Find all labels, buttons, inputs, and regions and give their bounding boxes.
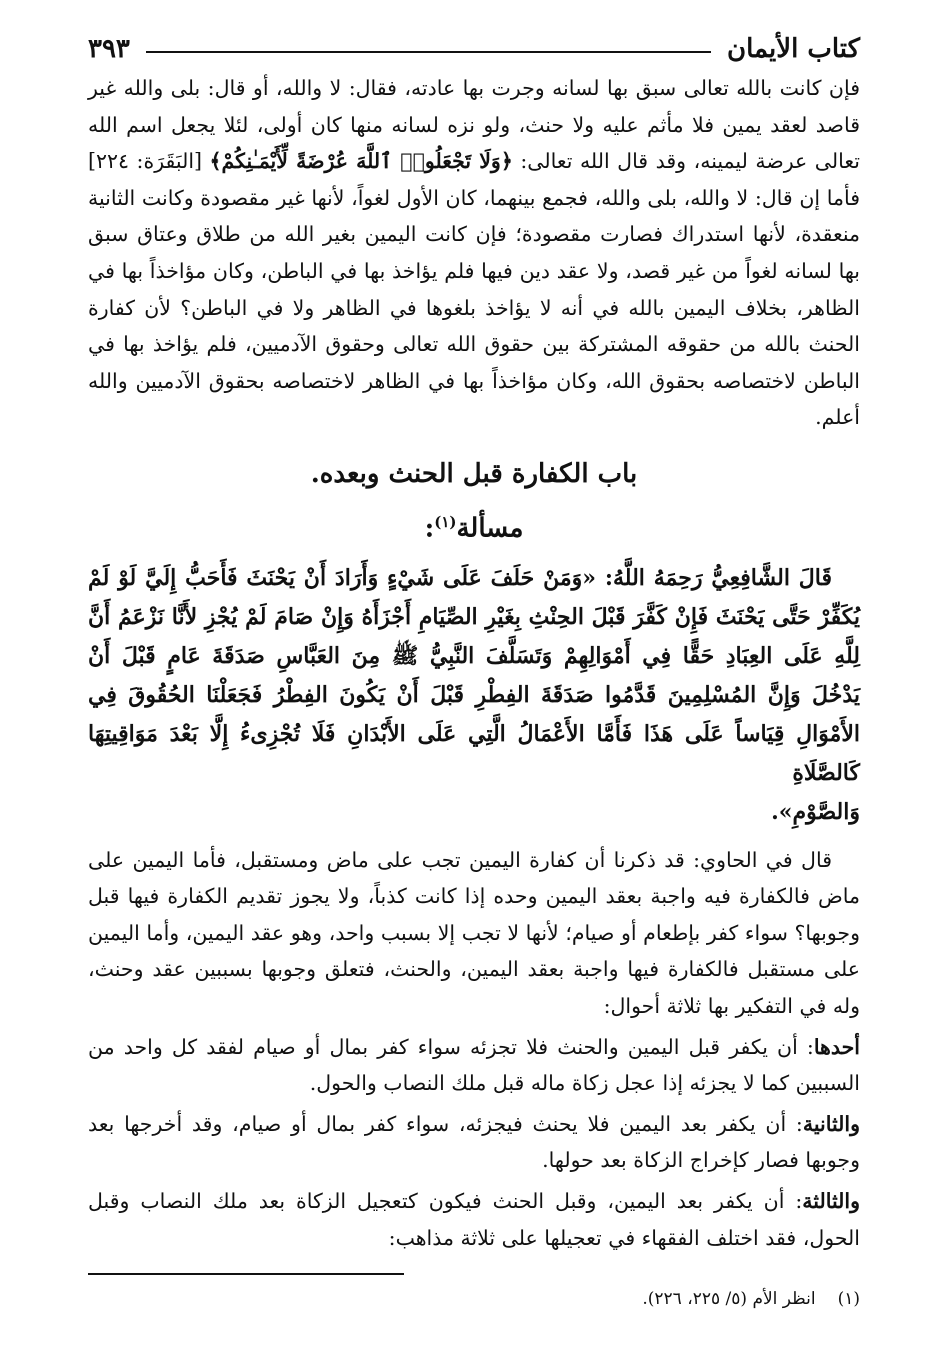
footnote-mark: (١) — [434, 512, 457, 531]
book-title: كتاب الأيمان — [726, 34, 860, 64]
header-rule — [146, 51, 711, 53]
case-first-text: : أن يكفر قبل اليمين والحنث فلا تجزئه سواء كفر بمال أو صيام لفقد كل واحد من السببين كما لا يجزئه إذا عجل زكاة ماله قبل ملك النصاب والحول. — [88, 1034, 860, 1096]
case-third — [88, 1183, 860, 1256]
case-second-label: والثانية — [802, 1111, 860, 1136]
intro-text-b: [البَقَرَة: ٢٢٤] فأما إن قال: لا والله، بلى والله، فجمع بينهما، كان الأول لغواً، لأنها غير مقصودة وكانت الثانية منعقدة، لأنها استدراك فصارت مقصودة؛ فإن كانت اليمين بغير الله من طلاق وعتاق سبق بها لسانه لغواً من غير قصد، ولا عقد دين فيها فلم يؤاخذ بها في الباطن، وكان مؤاخذاً بها في الظاهر، بخلاف اليمين بالله في أنه لا يؤاخذ بلغوها في الظاهر ولا في الباطن؟ لأن كفارة الحنث بالله من حقوقه المشتركة بين حقوق الله تعالى وحقوق الآدميين، فلم يؤاخذ بها في الباطن لاختصاصه بحقوق الله، وكان مؤاخذاً بها في الظاهر لاختصاصه بحقوق الآدميين والله أعلم. — [88, 149, 860, 430]
footnote — [642, 1286, 860, 1312]
shafii-quote-last-line: وَالصَّوْمِ». — [771, 798, 860, 825]
footnote-number: (١) — [837, 1289, 860, 1309]
case-first-label: أحدها — [813, 1034, 860, 1059]
footnote-rule — [88, 1273, 404, 1275]
case-second-text: : أن يكفر بعد اليمين فلا يحنث فيجزئه، سواء كفر بمال أو صيام، وقد أخرجها بعد وجوبها فصار كإخراج الزكاة بعد حولها. — [88, 1111, 860, 1173]
shafii-quote — [88, 559, 860, 832]
shafii-quote-text: قَالَ الشَّافِعِيُّ رَحِمَهُ اللَّهُ: «وَمَنْ حَلَفَ عَلَى شَيْءٍ وَأَرَادَ أَنْ يَحْنَثَ فَأَحَبُّ إِلَيَّ لَوْ لَمْ يُكَفِّرْ حَتَّى يَحْنَثَ فَإِنْ كَفَّرَ قَبْلَ الحِنْثِ بِغَيْرِ الصِّيَامِ أَجْزَأَهُ وَإِنْ صَامَ لَمْ يُجْزِ لأَنَّا نَزْعَمُ أَنَّ لِلَّهِ عَلَى العِبَادِ حَقًّا فِي أَمْوَالِهِمْ وَتَسَلَّفَ النَّبِيُّ ﷺ مِنَ العَبَّاسِ صَدَقَةَ عَامٍ قَبْلَ أَنْ يَدْخُلَ وَإِنَّ المُسْلِمِينَ قَدَّمُوا صَدَقَةَ الفِطْرِ قَبْلَ أَنْ يَكُونَ الفِطْرُ فَجَعَلْنَا الحُقُوقَ فِي الأَمْوَالِ قِيَاساً عَلَى هَذَا فَأَمَّا الأَعْمَالُ الَّتِي عَلَى الأَبْدَانِ فَلَا تُجْزِىءُ إِلَّا بَعْدَ مَوَاقِيتِهَا كَالصَّلَاةِ — [88, 564, 860, 786]
book-page — [88, 28, 860, 1256]
masala-title: مسألة — [456, 513, 524, 544]
page-number: ٣٩٣ — [88, 34, 130, 64]
chapter-title: باب الكفارة قبل الحنث وبعده. — [310, 458, 638, 489]
case-third-text: : أن يكفر بعد اليمين، وقبل الحنث فيكون كتعجيل الزكاة بعد ملك النصاب وقبل الحول، فقد اختلف الفقهاء في تعجيلها على ثلاثة مذاهب: — [88, 1188, 860, 1250]
quran-verse: ﴿وَلَا تَجْعَلُوا۟ ٱللَّهَ عُرْضَةً لِّأَيْمَـٰنِكُمْ﴾ — [209, 149, 513, 174]
masala-heading — [88, 502, 860, 549]
page-header — [88, 28, 860, 70]
case-first — [88, 1029, 860, 1102]
case-third-label: والثالثة — [802, 1188, 860, 1213]
intro-text-a: فإن كانت بالله تعالى سبق بها لسانه وجرت بها عادته، فقال: لا والله، أو قال: بلى والله غير قاصد لعقد يمين فلا مأثم عليه ولا حنث، ولو نزه لسانه منها كان أولى، لئلا يجعل اسم الله تعالى عرضة ليمينه، وقد قال الله تعالى: — [88, 76, 860, 174]
footnote-text: انظر الأم (٥/ ٢٢٥، ٢٢٦). — [642, 1289, 816, 1309]
case-second — [88, 1106, 860, 1179]
hawi-paragraph: قال في الحاوي: قد ذكرنا أن كفارة اليمين تجب على ماض ومستقبل، فأما اليمين على ماض فالكفارة فيه واجبة بعقد اليمين وحده إذا كانت كذباً، ولا يجوز تقديم الكفارة فيها قبل وجوبها؟ سواء كفر بإطعام أو صيام؛ لأنها لا تجب إلا بسبب واحد، وهو عقد اليمين، وأما اليمين على مستقبل فالكفارة فيها واجبة بعقد اليمين، والحنث، فتعلق وجوبها بسببين عقد وحنث، وله في التفكير بها ثلاثة أحوال: — [88, 847, 860, 1018]
masala-colon: : — [424, 513, 435, 544]
intro-paragraph — [88, 70, 860, 436]
